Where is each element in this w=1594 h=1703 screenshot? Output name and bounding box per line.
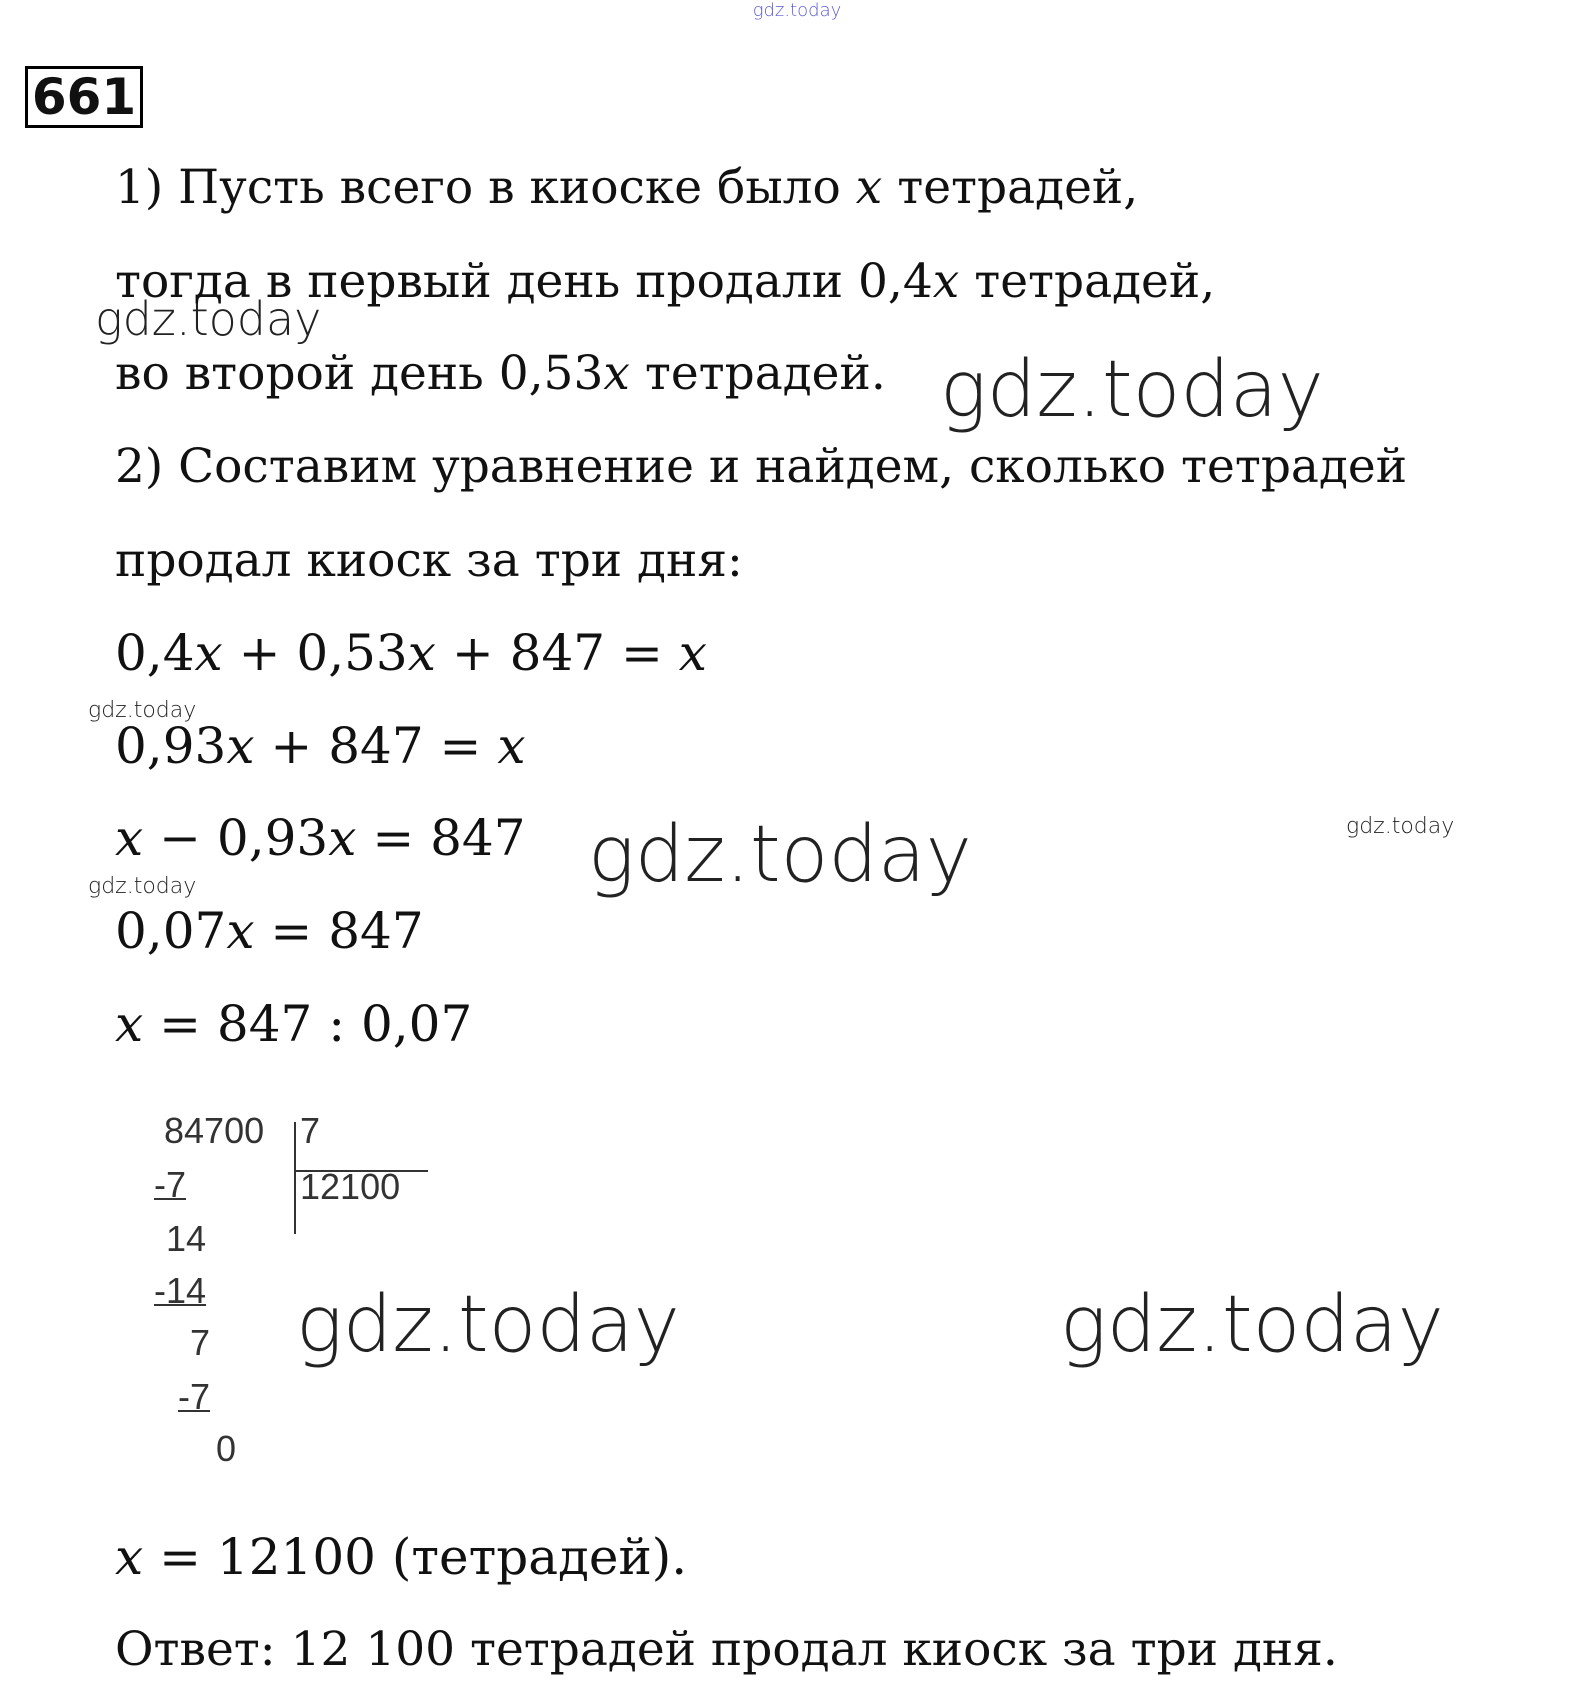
text-line-5: продал киоск за три дня: (115, 533, 743, 588)
division-step-subtrahend: -7 (178, 1376, 211, 1417)
equation-3: x − 0,93x = 847 (115, 809, 526, 867)
division-step-subtrahend: -14 (154, 1270, 207, 1311)
watermark: gdz.today (95, 292, 322, 346)
equation-5: x = 847 : 0,07 (115, 995, 473, 1053)
division-step-remainder: 0 (216, 1428, 237, 1469)
long-division (148, 1110, 448, 1480)
division-step-subtrahend: -7 (154, 1164, 187, 1205)
watermark: gdz.today (88, 698, 197, 723)
text-line-2: тогда в первый день продали 0,4x тетрадей, (115, 254, 1216, 309)
text-line-1: 1) Пусть всего в киоске было x тетрадей, (115, 160, 1139, 215)
result-line: x = 12100 (тетрадей). (115, 1528, 688, 1586)
division-step-remainder: 14 (166, 1218, 207, 1259)
problem-number: 661 (25, 66, 143, 128)
division-step-remainder: 7 (190, 1322, 211, 1363)
watermark-top: gdz.today (752, 0, 842, 21)
watermark: gdz.today (1060, 1280, 1444, 1370)
answer-line: Ответ: 12 100 тетрадей продал киоск за три дня. (115, 1622, 1338, 1677)
watermark: gdz.today (88, 874, 197, 899)
watermark: gdz.today (940, 345, 1324, 435)
division-quotient: 12100 (300, 1166, 401, 1207)
division-dividend: 84700 (164, 1110, 265, 1151)
watermark: gdz.today (296, 1280, 680, 1370)
equation-2: 0,93x + 847 = x (115, 717, 526, 775)
watermark: gdz.today (1346, 814, 1455, 839)
equation-1: 0,4x + 0,53x + 847 = x (115, 624, 707, 682)
text-line-3: во второй день 0,53x тетрадей. (115, 346, 886, 401)
division-divisor: 7 (300, 1110, 321, 1151)
watermark: gdz.today (588, 810, 972, 900)
division-vertical-line (294, 1122, 296, 1234)
text-line-4: 2) Составим уравнение и найдем, сколько тетрадей (115, 439, 1408, 494)
equation-4: 0,07x = 847 (115, 902, 424, 960)
